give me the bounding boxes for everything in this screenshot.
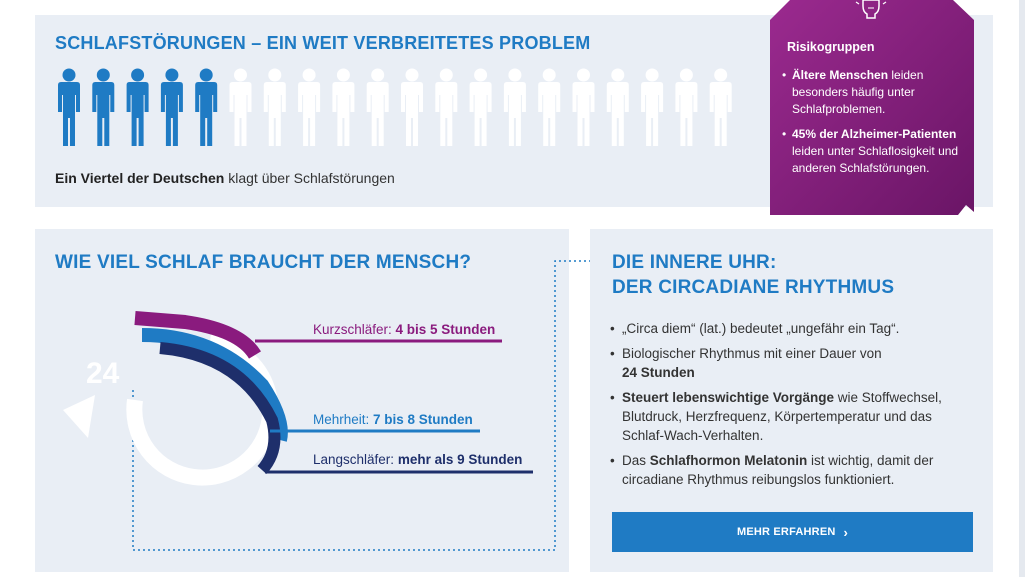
person-icon bbox=[127, 69, 149, 147]
panel-subtitle: DER CIRCADIANE RHYTHMUS bbox=[612, 277, 895, 298]
inner-clock-panel bbox=[590, 229, 993, 572]
panel-title: WIE VIEL SCHLAF BRAUCHT DER MENSCH? bbox=[55, 252, 472, 273]
risk-groups-card bbox=[768, 0, 974, 215]
majority-label: Mehrheit: 7 bis 8 Stunden bbox=[313, 412, 473, 427]
risk-groups-list bbox=[782, 67, 962, 185]
person-icon bbox=[641, 69, 663, 147]
person-icon bbox=[264, 69, 286, 147]
risk-item: • Ältere Menschen leiden besonders häufig unter Schlafproblemen. bbox=[782, 67, 962, 118]
risk-item: • 45% der Alzheimer-Patienten leiden unter Schlaflosigkeit und anderen Schlafstörungen. bbox=[782, 126, 962, 177]
person-icon bbox=[230, 69, 252, 147]
fact-item: • Steuert lebenswichtige Vorgänge wie Stoffwechsel, Blutdruck, Herzfrequenz, Körpertemperatur und das Schlaf-Wach-Verhalten. bbox=[610, 388, 975, 445]
circadian-facts-list bbox=[610, 319, 975, 495]
fact-item: • Das Schlafhormon Melatonin ist wichtig, damit der circadiane Rhythmus reibungslos funktioniert. bbox=[610, 451, 975, 489]
long-sleeper-label: Langschläfer: mehr als 9 Stunden bbox=[313, 452, 523, 467]
chevron-right-icon: › bbox=[843, 524, 849, 540]
people-icon-row bbox=[53, 68, 753, 148]
person-icon bbox=[161, 69, 183, 147]
person-icon bbox=[675, 69, 697, 147]
person-icon bbox=[58, 69, 80, 147]
panel-title: DIE INNERE UHR: bbox=[612, 252, 777, 273]
statistic-caption bbox=[55, 170, 395, 186]
person-icon bbox=[332, 69, 354, 147]
fact-item: • Biologischer Rhythmus mit einer Dauer von 24 Stunden bbox=[610, 344, 975, 382]
person-icon bbox=[538, 69, 560, 147]
caption-rest: klagt über Schlafstörungen bbox=[224, 170, 395, 186]
short-sleeper-label: Kurzschläfer: 4 bis 5 Stunden bbox=[313, 322, 496, 337]
sleep-need-panel bbox=[35, 229, 569, 572]
person-icon bbox=[435, 69, 457, 147]
person-icon bbox=[195, 69, 217, 147]
person-icon bbox=[607, 69, 629, 147]
person-icon bbox=[504, 69, 526, 147]
person-icon bbox=[573, 69, 595, 147]
learn-more-button[interactable] bbox=[612, 512, 973, 552]
person-icon bbox=[470, 69, 492, 147]
risk-groups-title: Risikogruppen bbox=[787, 40, 875, 54]
person-icon bbox=[710, 69, 732, 147]
person-icon bbox=[298, 69, 320, 147]
person-icon bbox=[401, 69, 423, 147]
learn-more-label: MEHR ERFAHREN bbox=[736, 526, 836, 538]
person-icon bbox=[367, 69, 389, 147]
person-icon bbox=[92, 69, 114, 147]
panel-title: SCHLAFSTÖRUNGEN – EIN WEIT VERBREITETES PROBLEM bbox=[55, 33, 591, 53]
hours-number: 24 bbox=[86, 357, 120, 390]
caption-bold: Ein Viertel der Deutschen bbox=[55, 170, 225, 186]
right-edge-strip bbox=[1019, 0, 1025, 577]
fact-item: • „Circa diem“ (lat.) bedeutet „ungefähr ein Tag“. bbox=[610, 319, 975, 338]
